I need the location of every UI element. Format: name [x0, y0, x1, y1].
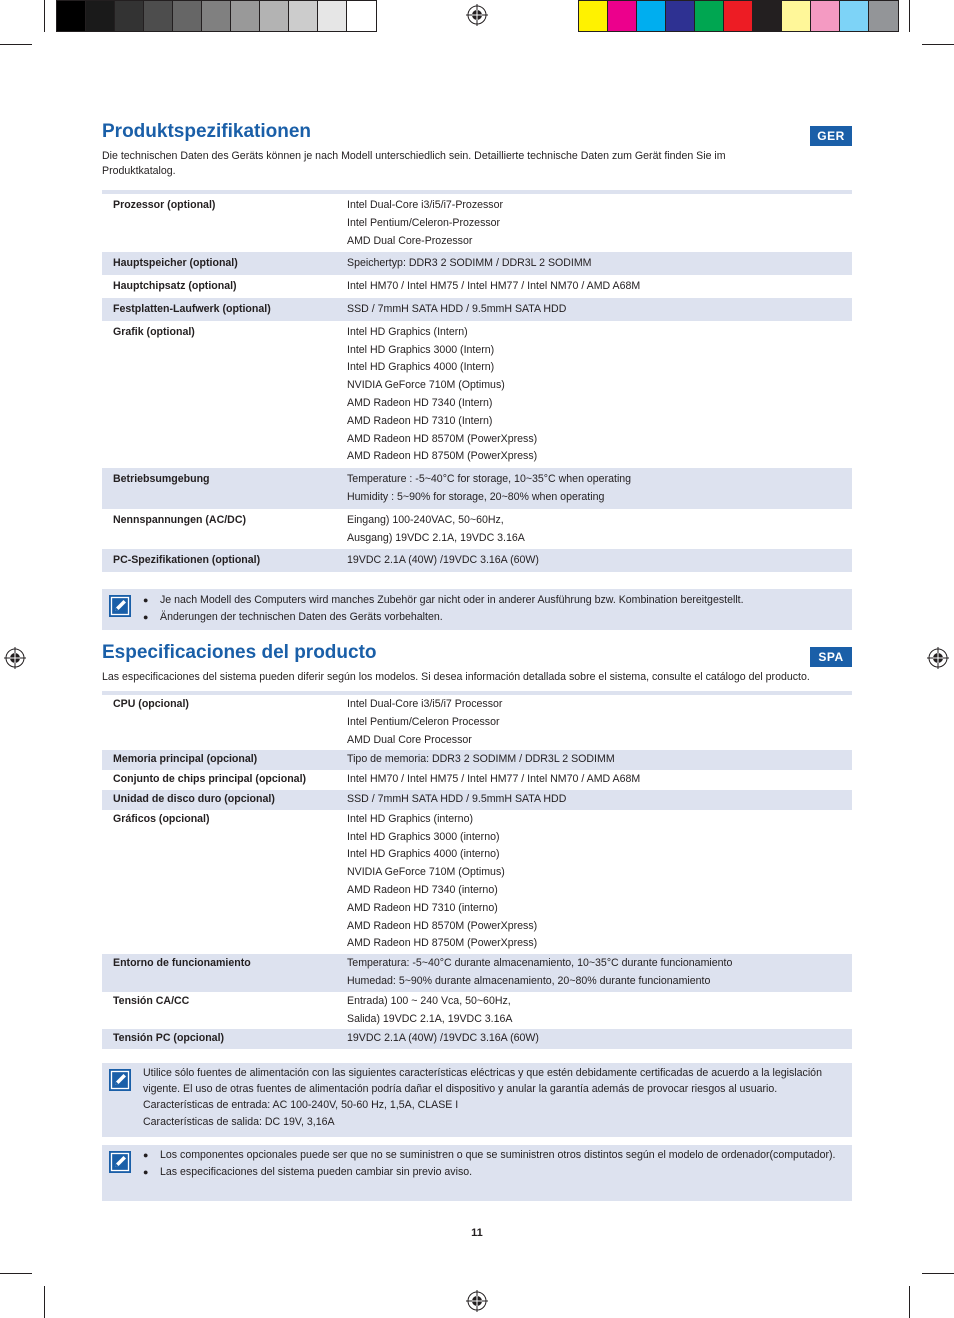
color-swatch — [637, 1, 666, 31]
spec-value — [347, 471, 852, 507]
spec-label: Grafik (optional) — [113, 325, 195, 338]
spec-row — [102, 992, 852, 1030]
spec-row — [102, 275, 852, 298]
note-text: Je nach Modell des Computers wird manches Zubehör gar nicht oder in anderer Ausführung bzw. Kombination bereitgestellt. — [160, 594, 744, 606]
color-swatch — [86, 1, 115, 31]
spec-value-line: Intel HD Graphics (interno) — [347, 812, 473, 825]
crop-mark — [0, 44, 32, 45]
spa-power-note-box — [102, 1063, 852, 1137]
note-text: Las especificaciones del sistema pueden cambiar sin previo aviso. — [160, 1165, 473, 1178]
spec-value-line: Eingang) 100-240VAC, 50~60Hz, — [347, 513, 504, 526]
spec-value-line: Intel Dual-Core i3/i5/i7 Processor — [347, 698, 503, 710]
spec-value-line: Intel HM70 / Intel HM75 / Intel HM77 / Intel NM70 / AMD A68M — [347, 280, 641, 293]
crop-mark — [909, 0, 910, 32]
spec-label: Tensión PC (opcional) — [113, 1032, 225, 1045]
color-swatch — [753, 1, 782, 31]
spec-row — [102, 1029, 852, 1049]
bullet-icon: ● — [143, 611, 149, 622]
spec-value-line: 19VDC 2.1A (40W) /19VDC 3.16A (60W) — [347, 554, 539, 567]
color-swatch — [782, 1, 811, 31]
ger-language-badge: GER — [810, 126, 852, 146]
spec-row — [102, 549, 852, 572]
registration-crosshair-icon — [466, 1290, 488, 1312]
spa-notes-list — [142, 1148, 844, 1181]
spec-value-line: AMD Radeon HD 7310 (interno) — [347, 901, 498, 914]
spec-value — [347, 197, 852, 250]
spec-value — [347, 324, 852, 466]
spec-label: Prozessor (optional) — [113, 199, 216, 211]
bullet-icon: ● — [143, 595, 149, 605]
spec-value-line: 19VDC 2.1A (40W) /19VDC 3.16A (60W) — [347, 1032, 539, 1045]
spec-value — [347, 278, 852, 296]
crop-mark — [909, 1286, 910, 1318]
spec-value-line: AMD Radeon HD 7310 (Intern) — [347, 414, 493, 427]
spec-value-line: NVIDIA GeForce 710M (Optimus) — [347, 379, 505, 392]
spec-row — [102, 468, 852, 509]
spec-value — [347, 301, 852, 319]
spec-value-line: Humidity : 5~90% for storage, 20~80% when operating — [347, 490, 605, 503]
color-swatch — [695, 1, 724, 31]
note-pencil-icon — [109, 1069, 131, 1091]
spec-value-line: Temperatura: -5~40°C durante almacenamiento, 10~35°C durante funcionamiento — [347, 957, 733, 970]
color-swatch — [289, 1, 318, 31]
spec-value-line: AMD Dual Core-Prozessor — [347, 234, 473, 247]
spec-label: Hauptchipsatz (optional) — [113, 280, 237, 293]
spec-label: Festplatten-Laufwerk (optional) — [113, 302, 271, 315]
color-swatch — [202, 1, 231, 31]
spec-value-line: Entrada) 100 ~ 240 Vca, 50~60Hz, — [347, 994, 511, 1007]
spec-value-line: AMD Dual Core Processor — [347, 733, 472, 746]
spec-row — [102, 695, 852, 750]
spec-row — [102, 770, 852, 790]
note-item — [142, 610, 844, 626]
spec-value — [347, 811, 852, 953]
spec-value-line: Intel HD Graphics 4000 (interno) — [347, 848, 500, 861]
color-swatch — [608, 1, 637, 31]
spec-label: Memoria principal (opcional) — [113, 753, 258, 766]
spec-value-line: AMD Radeon HD 8570M (PowerXpress) — [347, 919, 538, 932]
spec-value-line: SSD / 7mmH SATA HDD / 9.5mmH SATA HDD — [347, 792, 567, 805]
power-note-paragraph: Utilice sólo fuentes de alimentación con las siguientes características eléctricas y que estén debidamente certificadas de acuerdo a la legislación vigente. El uso de otras fuentes de alimentación podría dañar el dispositivo y anular la garantía además de provocar riesgos al usuario. — [143, 1067, 822, 1095]
ger-section-title: Produktspezifikationen — [102, 121, 312, 142]
spec-value-line: AMD Radeon HD 8750M (PowerXpress) — [347, 937, 538, 950]
spec-value-line: Salida) 19VDC 2.1A, 19VDC 3.16A — [347, 1012, 513, 1025]
spec-row — [102, 321, 852, 468]
spec-value — [347, 1030, 852, 1048]
spec-value-line: Intel Dual-Core i3/i5/i7-Prozessor — [347, 199, 504, 211]
color-swatch — [231, 1, 260, 31]
note-text: Änderungen der technischen Daten des Geräts vorbehalten. — [160, 610, 443, 623]
spec-value-line: Speichertyp: DDR3 2 SODIMM / DDR3L 2 SODIMM — [347, 257, 592, 270]
spa-language-badge: SPA — [810, 647, 852, 667]
note-item — [142, 593, 844, 609]
spa-power-note-text — [143, 1066, 846, 1131]
ger-note-box — [102, 589, 852, 630]
spec-label: Nennspannungen (AC/DC) — [113, 513, 247, 526]
color-swatch — [869, 1, 898, 31]
spec-value-line: SSD / 7mmH SATA HDD / 9.5mmH SATA HDD — [347, 302, 567, 315]
crop-mark — [0, 1273, 32, 1274]
spec-value — [347, 255, 852, 273]
note-pencil-icon — [109, 595, 131, 617]
color-swatch — [666, 1, 695, 31]
spec-label: Hauptspeicher (optional) — [113, 257, 238, 270]
note-text: Los componentes opcionales puede ser que no se suministren o que se suministren otros distintos según el modelo de ordenador(computador). — [160, 1149, 836, 1161]
spec-row — [102, 252, 852, 275]
note-item — [142, 1165, 844, 1181]
color-swatch — [347, 1, 376, 31]
spec-row — [102, 194, 852, 252]
cmyk-color-bar — [578, 0, 899, 32]
crop-mark — [922, 1273, 954, 1274]
crop-mark — [922, 44, 954, 45]
spa-note-box — [102, 1145, 852, 1201]
spec-label: CPU (opcional) — [113, 698, 189, 710]
color-swatch — [260, 1, 289, 31]
spec-value-line: AMD Radeon HD 7340 (interno) — [347, 883, 498, 896]
spec-row — [102, 810, 852, 954]
color-swatch — [173, 1, 202, 31]
power-note-paragraph: Características de salida: DC 19V, 3,16A — [143, 1115, 335, 1128]
spec-label: Conjunto de chips principal (opcional) — [113, 773, 307, 786]
spec-value-line: Temperature : -5~40°C for storage, 10~35°C when operating — [347, 473, 632, 486]
spec-value-line: AMD Radeon HD 7340 (Intern) — [347, 396, 493, 409]
spec-value-line: AMD Radeon HD 8750M (PowerXpress) — [347, 450, 538, 463]
ger-intro-text: Die technischen Daten des Geräts können je nach Modell unterschiedlich sein. Detaillierte technische Daten zum Gerät finden Sie im Produktkatalog. — [102, 150, 726, 177]
color-swatch — [115, 1, 144, 31]
spec-value-line: Humedad: 5~90% durante almacenamiento, 20~80% durante funcionamiento — [347, 974, 711, 987]
color-swatch — [579, 1, 608, 31]
spa-intro-text: Las especificaciones del sistema pueden diferir según los modelos. Si desea información detallada sobre el sistema, consulte el catálogo del producto. — [102, 671, 810, 683]
spec-value-line: Intel HD Graphics 4000 (Intern) — [347, 361, 495, 374]
spec-value — [347, 751, 852, 769]
spec-value — [347, 993, 852, 1029]
spec-row — [102, 750, 852, 770]
color-swatch — [318, 1, 347, 31]
spec-label: PC-Spezifikationen (optional) — [113, 554, 261, 567]
spec-value-line: Intel Pentium/Celeron Processor — [347, 715, 500, 728]
note-pencil-icon — [109, 1151, 131, 1173]
spec-value — [347, 552, 852, 570]
spec-value — [347, 696, 852, 749]
registration-crosshair-icon — [466, 4, 488, 26]
spec-label: Entorno de funcionamiento — [113, 957, 251, 970]
spec-row — [102, 509, 852, 550]
spec-value-line: NVIDIA GeForce 710M (Optimus) — [347, 866, 505, 879]
bullet-icon: ● — [143, 1150, 149, 1160]
spec-value — [347, 771, 852, 789]
note-item — [142, 1148, 844, 1164]
spec-value-line: AMD Radeon HD 8570M (PowerXpress) — [347, 432, 538, 445]
spec-label: Unidad de disco duro (opcional) — [113, 792, 275, 805]
spec-value-line: Intel HD Graphics 3000 (interno) — [347, 830, 500, 843]
power-note-paragraph: Características de entrada: AC 100-240V, 50-60 Hz, 1,5A, CLASE I — [143, 1099, 459, 1111]
page-number: 11 — [471, 1227, 483, 1239]
spec-label: Tensión CA/CC — [113, 994, 190, 1007]
spec-value-line: Intel HD Graphics (Intern) — [347, 325, 468, 338]
spec-value-line: Ausgang) 19VDC 2.1A, 19VDC 3.16A — [347, 531, 525, 544]
registration-crosshair-icon — [4, 647, 26, 669]
spec-row — [102, 790, 852, 810]
color-swatch — [144, 1, 173, 31]
spec-label: Gráficos (opcional) — [113, 812, 210, 825]
color-swatch — [724, 1, 753, 31]
spec-value-line: Intel HD Graphics 3000 (Intern) — [347, 343, 495, 356]
spec-row — [102, 298, 852, 321]
color-swatch — [811, 1, 840, 31]
crop-mark — [44, 0, 45, 32]
spec-value — [347, 955, 852, 991]
spec-value-line: Tipo de memoria: DDR3 2 SODIMM / DDR3L 2 SODIMM — [347, 753, 615, 766]
spa-spec-table — [102, 691, 852, 1049]
spec-label: Betriebsumgebung — [113, 473, 210, 486]
ger-notes-list — [142, 593, 844, 626]
color-swatch — [840, 1, 869, 31]
spec-value — [347, 791, 852, 809]
crop-mark — [44, 1286, 45, 1318]
bullet-icon: ● — [143, 1166, 149, 1177]
spec-row — [102, 954, 852, 992]
spec-value — [347, 512, 852, 548]
registration-crosshair-icon — [927, 647, 949, 669]
ger-spec-table — [102, 190, 852, 572]
grayscale-color-bar — [56, 0, 377, 32]
spec-value-line: Intel HM70 / Intel HM75 / Intel HM77 / Intel NM70 / AMD A68M — [347, 773, 641, 786]
spa-section-title: Especificaciones del producto — [102, 642, 377, 663]
spec-value-line: Intel Pentium/Celeron-Prozessor — [347, 216, 501, 229]
color-swatch — [57, 1, 86, 31]
